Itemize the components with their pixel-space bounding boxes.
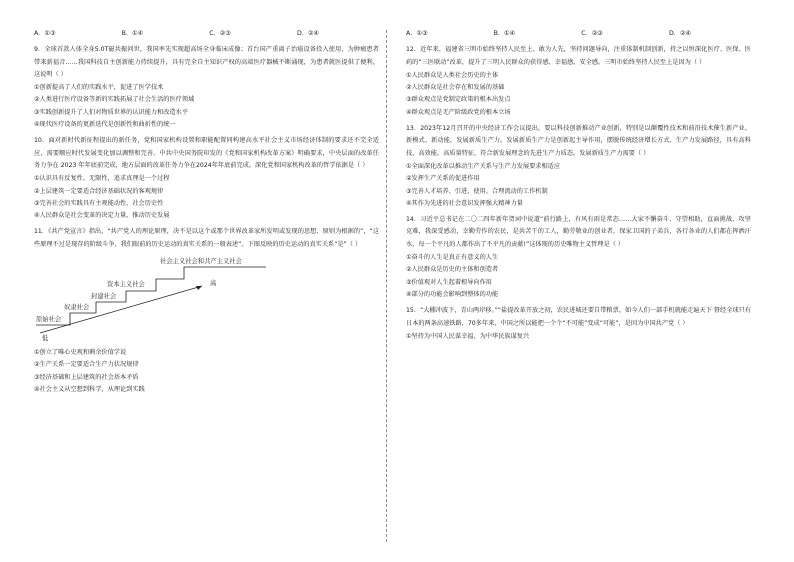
question-10-item-4: ④人民群众是社会变革的决定力量，推动历史发展	[34, 212, 170, 220]
question-15-item-1: ①坚持为中国人民谋幸福、为中华民族谋复兴	[406, 332, 530, 340]
column-divider	[386, 30, 387, 542]
stage-slave: 奴隶社会	[64, 304, 90, 312]
question-10-stem: 10．面对新时代新征程提出的新任务，党和国家机构设置和职能配置同构建高水平社会主义市场经济体制的要求还不完全适应，需要顺应时代发展变化加以调整和完善。中共中央国务院印发的《党和国家机构改革方案》明确要求，中央层面的改革任务力争在 2023 年年底前完成，地方层面的改革任务力争在2024年年底前完成。深化党和国家机构改革的哲学依据是（ ）	[34, 137, 379, 169]
option-c-right: C．②③	[581, 30, 603, 37]
option-c: C．②③	[209, 30, 231, 37]
question-9-item-3: ③实践创新提升了人们对物质世界的认识能力和改造水平	[34, 108, 189, 116]
question-11-item-3: ③经济基础和上层建筑的社会基本矛盾	[34, 373, 139, 381]
answer-options-right	[406, 28, 751, 40]
question-14-item-2: ②人民群众是历史的主体和创造者	[406, 266, 499, 274]
question-9-stem: 9．全球首款人体全身5.0T磁共振问世，我国率先实现超高场全身临床成像；首台国产重离子治癌设备投入使用，为肿瘤患者带来新福音……我国科技自主创新能力持续提升，具有完全自主知识产权的高端医疗器械不断涌现，为患者就医提供了便利。这说明（ ）	[34, 46, 379, 78]
question-14-item-3: ③价值观对人生起着根导向作用	[406, 278, 492, 286]
question-10-item-2: ②上层建筑一定要适合经济基础状况的客观规律	[34, 187, 164, 195]
question-11-stem: 11．《共产党宣言》指出，“共产党人的理论原理，决不是以这个或那个世界改革家所发明或发现的思想、原则为根据的”，“这些原理不过是现存的阶级斗争、我们眼前的历史运动的真实关系的一般表述”。下图反映的历史运动的真实关系“是”（ ）	[34, 228, 379, 248]
option-d: D．②④	[296, 30, 319, 37]
question-12-item-4: ④群众观点是无产阶级政党的根本立场	[406, 108, 511, 116]
question-13-item-1: ①全面深化改革以推动生产关系与生产力发展要求相适应	[406, 162, 561, 170]
option-b: B．①④	[121, 30, 144, 37]
question-10-item-1: ①认识具有反复性、无限性，追求真理是一个过程	[34, 175, 170, 183]
question-12-item-3: ③群众观点是党制定政策的根本出发点	[406, 96, 511, 104]
right-column	[406, 28, 751, 343]
question-9-item-1: ①创新提高了人们的实践水平，促进了医学技术	[34, 84, 164, 92]
question-13-item-4: ④其作为先进的社会意识发挥强大精神力量	[406, 199, 523, 207]
question-14-item-1: ①奋斗的人生是真正有意义的人生	[406, 254, 499, 262]
question-9-item-2: ②人类进行医疗设备等新的实践拓展了社会生活的医疗领域	[34, 96, 195, 104]
question-14-item-4: ④部分的功能会影响到整体的功能	[406, 290, 499, 298]
question-9-item-4: ④现代医疗设备的更新迭代是创新性和曲折性的统一	[34, 121, 176, 129]
question-13-item-3: ③完善人才培养、引进、使用、合理流动的工作机制	[406, 187, 548, 195]
option-a-right: A．①③	[406, 30, 428, 37]
question-11-item-2: ②生产关系一定要适合生产力状况规律	[34, 361, 139, 369]
stage-primitive: 原始社会	[36, 316, 62, 324]
stage-socialist-communist: 社会主义社会和共产主义社会	[160, 258, 242, 266]
left-column	[34, 28, 379, 396]
option-d-right: D．②④	[668, 30, 691, 37]
label-high: 高	[210, 280, 217, 288]
option-a: A．①③	[34, 30, 56, 37]
question-11-item-4: ④社会主义从空想到科学，从理论到实践	[34, 385, 145, 393]
question-13-stem: 13．2023年12月召开的中央经济工作会议提出，要以科技创新推动产业创新，特别是以颠覆性技术和前沿技术催生新产业、新模式、新动能，发展新质生产力。发展新质生产力是创新起主导作用，摆脱传统经济增长方式、生产力发展路径，具有高科技、高效能、高质量特征，符合新发展理念的先进生产力质态。发展新质生产力需要（ ）	[406, 125, 751, 157]
question-11-item-1: ①创立了唯心史观和剩余价值学说	[34, 349, 127, 357]
question-12-item-2: ②人民群众是社会存在和发展的基础	[406, 84, 505, 92]
stage-capitalist: 资本主义社会	[107, 281, 145, 289]
question-10-item-3: ③完善社会的实践具有主观能动性、社会历史性	[34, 199, 164, 207]
question-14-stem: 14．习近平总书记在二〇二四年新年贺词中说道“前行路上，有风有雨是常态……大家不懈奋斗、守望相助，直面挑战、攻坚克难，我深受感动，幸勤劳作的农民，是共苦干的工人，勤劳敬业的创业者，保家卫国的子弟兵，各行各业的人们都在挥洒汗水，每一个平凡的人都作出了不平凡的贡献!”这体现的历史唯物主义哲理是（ ）	[406, 216, 751, 248]
social-development-staircase-diagram	[34, 253, 379, 345]
stage-feudal: 封建社会	[91, 293, 117, 301]
answer-options	[34, 28, 379, 40]
question-12-item-1: ①人民群众是人类社会历史的主体	[406, 71, 499, 79]
label-low: 低	[42, 335, 49, 343]
staircase-lines	[34, 253, 284, 345]
question-15-stem: 15．“大棚冲波下，青山两岸移。”“盐提改革开放之初，农民进城还要自带粮票，如今人们一部手机就能走遍天下 督经全球只有日本的两条高速铁路，70多年来，中国之所以能把一个个“不可能”变成“可能”，是因为中国共产党（ ）	[406, 307, 751, 327]
option-b-right: B．①④	[493, 30, 516, 37]
question-13-item-2: ②发挥生产关系的促进作用	[406, 175, 480, 183]
question-12-stem: 12．近年来，福建省三明市始终坚持人民至上、敢为人先，坚持问题导向，注重体制机制创新，持之以恒深化医疗、医保、医药的“三医联动”改革，提升了三明人民群众的获得感、幸福感、安全感。三明市始终坚持人民至上是因为（ ）	[406, 46, 751, 66]
